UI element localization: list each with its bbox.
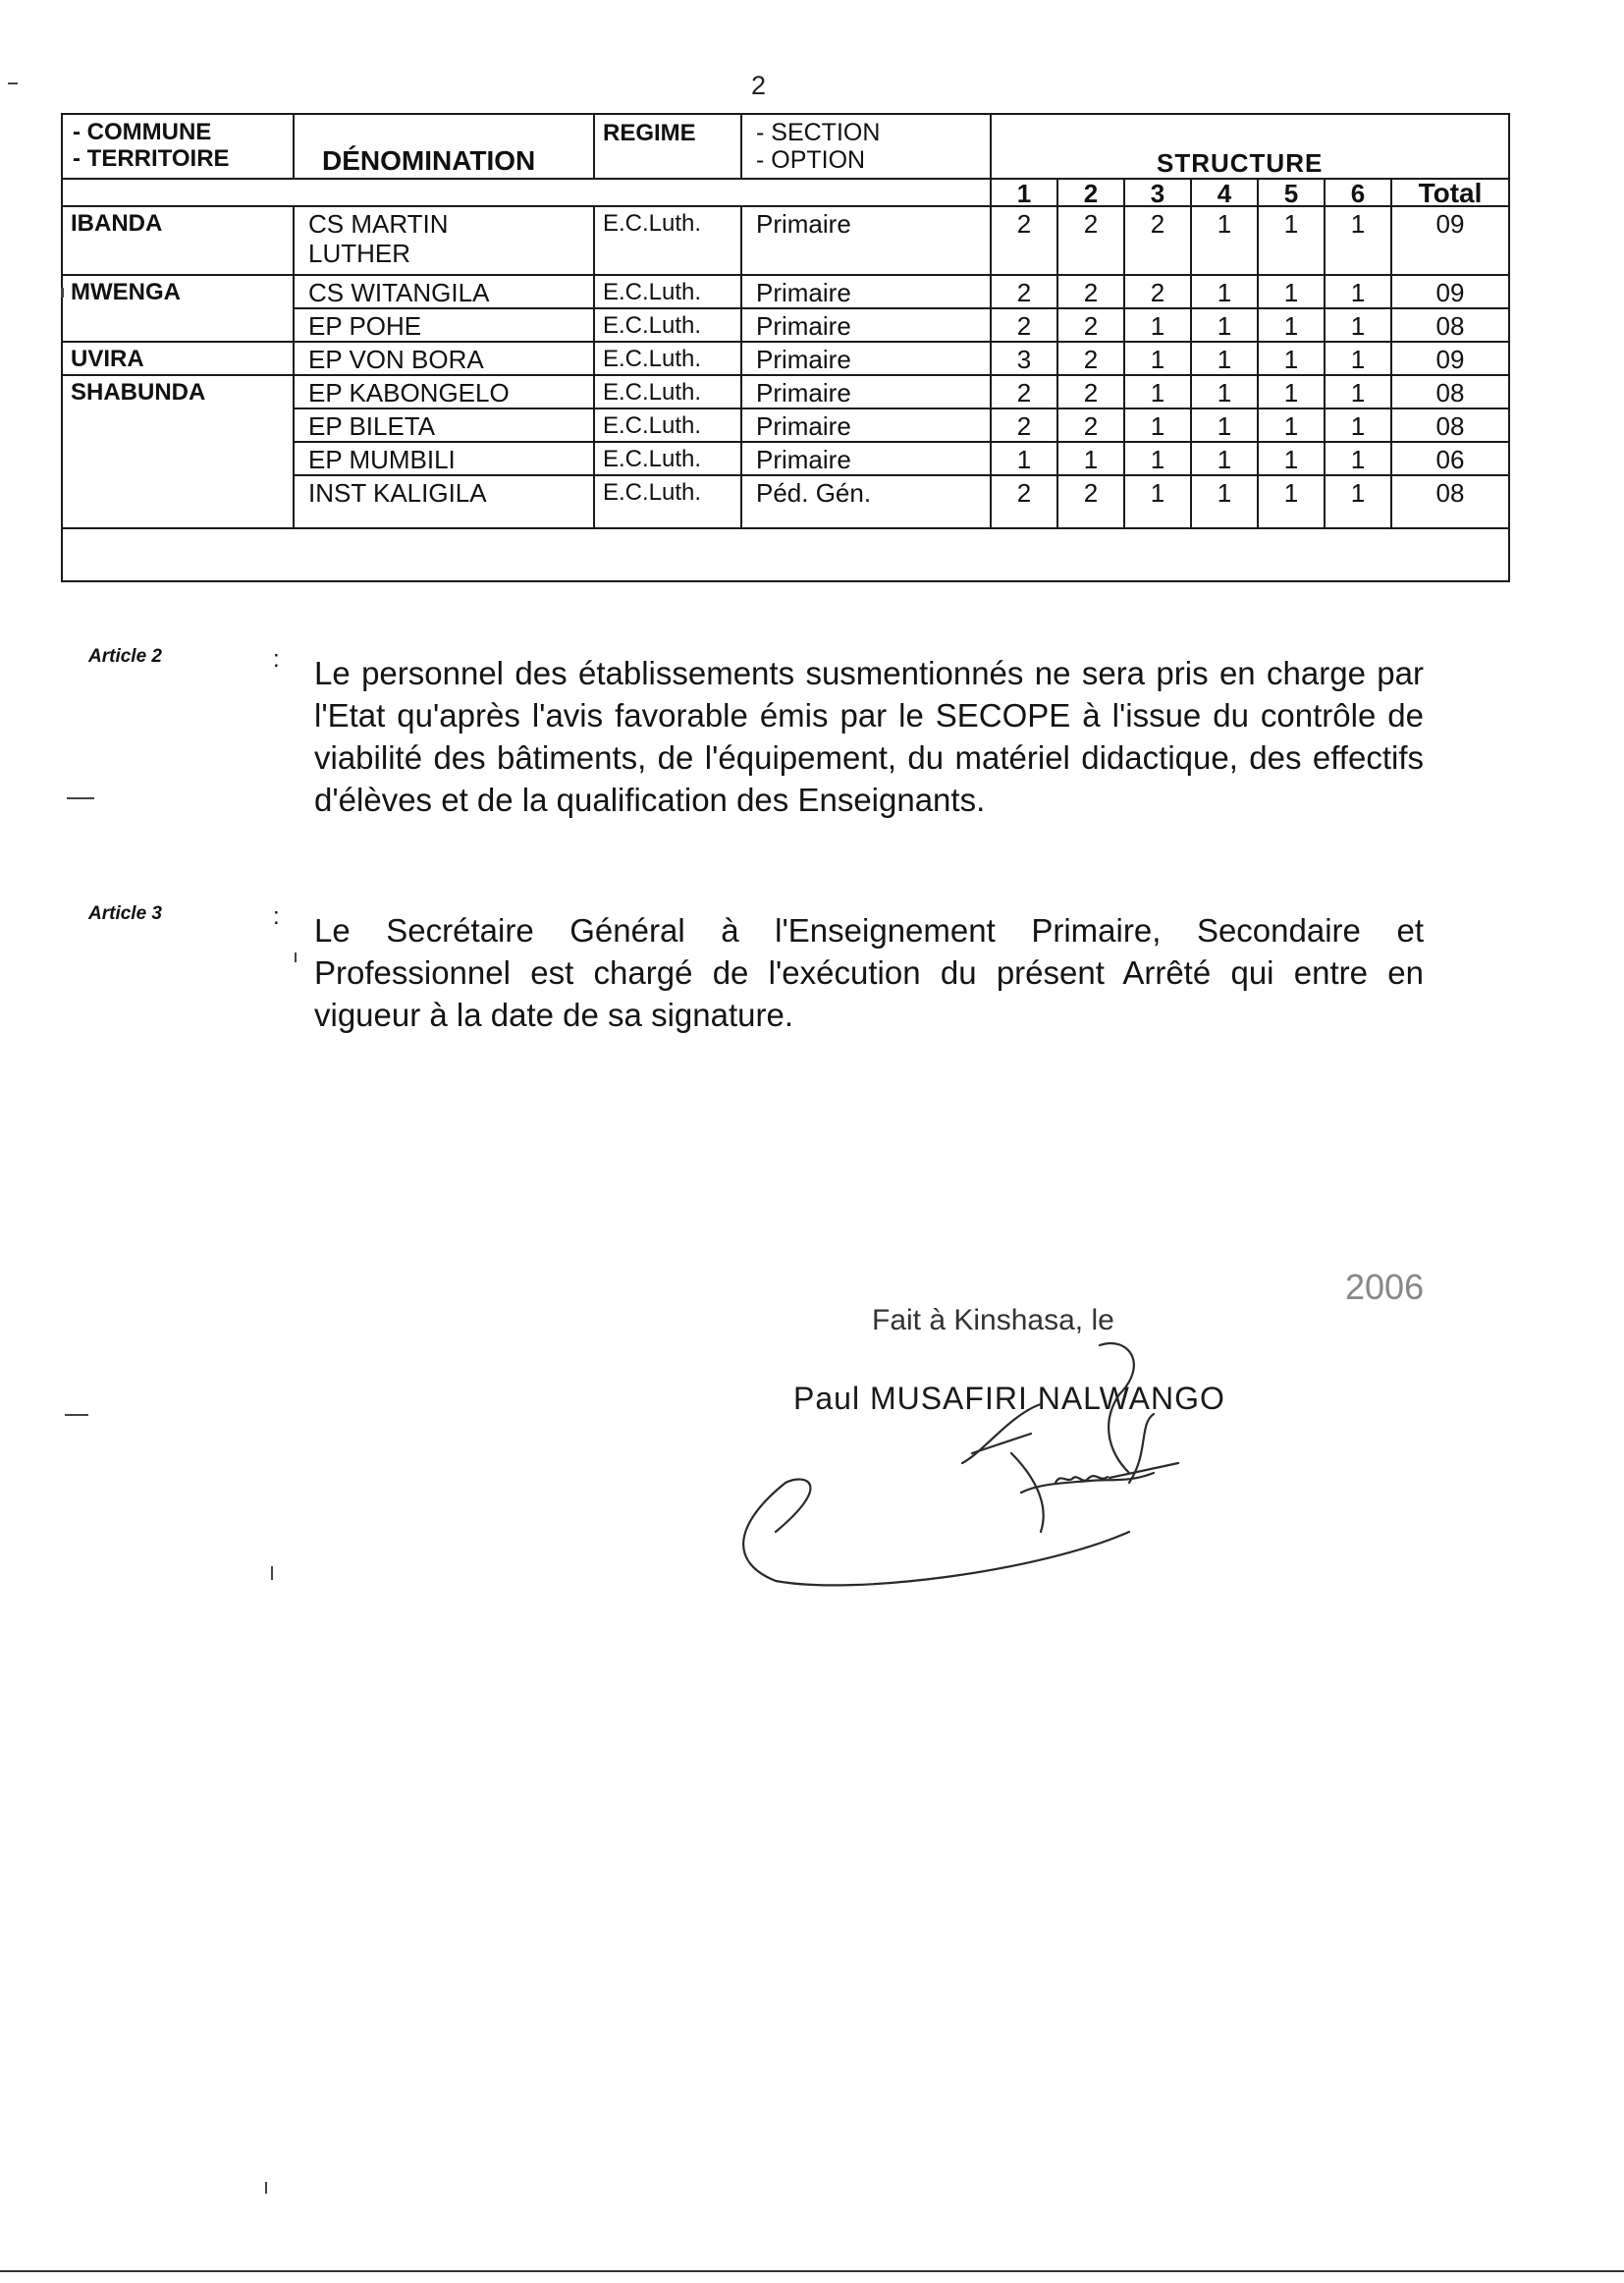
regime-cell: E.C.Luth. [595, 309, 742, 343]
structure-count-cell: 1 [1125, 376, 1192, 409]
structure-count-cell: 1 [1192, 276, 1259, 309]
regime-cell: E.C.Luth. [595, 376, 742, 409]
article-2-colon: : [273, 646, 280, 673]
place-date-line: Fait à Kinshasa, le [872, 1304, 1114, 1336]
page-number: 2 [751, 71, 767, 100]
section-cell: Primaire [742, 276, 992, 309]
structure-count-cell: 2 [1058, 409, 1125, 443]
structure-count-cell: 2 [1125, 207, 1192, 276]
date-stamp: 2006 [1345, 1267, 1425, 1307]
header-denomination [295, 115, 595, 180]
structure-count-cell: 1 [1326, 443, 1392, 476]
structure-count-cell: 1 [1326, 207, 1392, 276]
school-structure-table [61, 113, 1510, 582]
structure-count-cell: 2 [1058, 276, 1125, 309]
header-section-option [742, 115, 992, 180]
section-cell: Primaire [742, 207, 992, 276]
scan-artifact [65, 1414, 88, 1416]
article-2-text: Le personnel des établissements susmentionnés ne sera pris en charge par l'Etat qu'après l'avis favorable émis par le SECOPE à l'issue du contrôle de viabilité des bâtiments, de l'équipement, du matériel didactique, des effectifs d'élèves et de la qualification des Enseignants. [314, 655, 1424, 818]
scan-artifact [265, 2182, 267, 2194]
structure-count-cell: 1 [1326, 376, 1392, 409]
header-level-5: 5 [1259, 180, 1326, 207]
structure-count-cell: 1 [1192, 476, 1259, 529]
total-cell: 08 [1392, 309, 1508, 343]
structure-count-cell: 1 [1259, 476, 1326, 529]
section-cell: Péd. Gén. [742, 476, 992, 529]
structure-count-cell: 2 [992, 376, 1058, 409]
header-level-3: 3 [1125, 180, 1192, 207]
school-name-cell: INST KALIGILA [295, 476, 595, 529]
structure-count-cell: 1 [1125, 409, 1192, 443]
scan-artifact [8, 82, 18, 84]
school-name-cell: EP BILETA [295, 409, 595, 443]
structure-count-cell: 1 [1326, 409, 1392, 443]
structure-count-cell: 2 [992, 476, 1058, 529]
total-cell: 06 [1392, 443, 1508, 476]
school-name-cell: EP VON BORA [295, 343, 595, 376]
structure-count-cell: 1 [1192, 343, 1259, 376]
header-section: - SECTION [756, 119, 881, 146]
header-structure-label: STRUCTURE [1157, 148, 1324, 178]
header-commune-territoire [63, 115, 295, 180]
scan-artifact [295, 952, 297, 962]
structure-count-cell: 1 [1326, 343, 1392, 376]
total-cell: 09 [1392, 207, 1508, 276]
structure-count-cell: 1 [1259, 376, 1326, 409]
regime-cell: E.C.Luth. [595, 409, 742, 443]
header-commune: - COMMUNE [73, 119, 212, 145]
regime-cell: E.C.Luth. [595, 443, 742, 476]
structure-count-cell: 1 [1259, 343, 1326, 376]
scan-artifact [271, 1566, 273, 1580]
structure-count-cell: 2 [992, 409, 1058, 443]
page-bottom-rule [0, 2270, 1624, 2272]
structure-count-cell: 1 [1326, 276, 1392, 309]
section-cell: Primaire [742, 309, 992, 343]
total-cell: 08 [1392, 476, 1508, 529]
header-total: Total [1392, 180, 1508, 207]
regime-cell: E.C.Luth. [595, 276, 742, 309]
total-cell: 08 [1392, 376, 1508, 409]
header-level-1: 1 [992, 180, 1058, 207]
structure-count-cell: 2 [1058, 476, 1125, 529]
structure-count-cell: 1 [1125, 309, 1192, 343]
structure-count-cell: 1 [992, 443, 1058, 476]
header-level-6: 6 [1326, 180, 1392, 207]
article-3-colon: : [273, 903, 280, 930]
header-regime [595, 115, 742, 180]
header-regime-label: REGIME [603, 120, 696, 146]
school-name-cell: EP KABONGELO [295, 376, 595, 409]
regime-cell: E.C.Luth. [595, 476, 742, 529]
structure-count-cell: 1 [1058, 443, 1125, 476]
structure-count-cell: 2 [992, 276, 1058, 309]
structure-count-cell: 1 [1125, 343, 1192, 376]
scan-artifact [61, 288, 64, 298]
header-blank-span [63, 180, 992, 207]
commune-cell: MWENGA [63, 276, 295, 343]
school-name-cell: EP MUMBILI [295, 443, 595, 476]
header-territoire: - TERRITOIRE [73, 145, 230, 172]
header-level-4: 4 [1192, 180, 1259, 207]
structure-count-cell: 2 [1058, 309, 1125, 343]
structure-count-cell: 1 [1192, 376, 1259, 409]
regime-cell: E.C.Luth. [595, 343, 742, 376]
section-cell: Primaire [742, 409, 992, 443]
structure-count-cell: 1 [1192, 207, 1259, 276]
article-3-text: Le Secrétaire Général à l'Enseignement Primaire, Secondaire et Professionnel est chargé de l'exécution du présent Arrêté qui entre en vigueur à la date de sa signature. [314, 912, 1424, 1033]
regime-cell: E.C.Luth. [595, 207, 742, 276]
total-cell: 08 [1392, 409, 1508, 443]
structure-count-cell: 1 [1259, 309, 1326, 343]
structure-count-cell: 1 [1192, 409, 1259, 443]
structure-count-cell: 2 [992, 207, 1058, 276]
header-structure [992, 115, 1508, 180]
structure-count-cell: 1 [1125, 443, 1192, 476]
total-cell: 09 [1392, 276, 1508, 309]
article-2-label: Article 2 [88, 646, 162, 667]
structure-count-cell: 1 [1125, 476, 1192, 529]
structure-count-cell: 1 [1326, 476, 1392, 529]
structure-count-cell: 2 [1058, 343, 1125, 376]
header-level-2: 2 [1058, 180, 1125, 207]
structure-count-cell: 1 [1192, 309, 1259, 343]
commune-cell: UVIRA [63, 343, 295, 376]
signer-name: Paul MUSAFIRI NALWANGO [793, 1381, 1225, 1416]
article-3-label: Article 3 [88, 903, 162, 924]
school-name-cell: CS WITANGILA [295, 276, 595, 309]
structure-count-cell: 2 [992, 309, 1058, 343]
commune-cell: SHABUNDA [63, 376, 295, 529]
header-option: - OPTION [756, 146, 866, 174]
section-cell: Primaire [742, 343, 992, 376]
school-name-cell: CS MARTIN LUTHER [295, 207, 595, 276]
structure-count-cell: 2 [1125, 276, 1192, 309]
structure-count-cell: 1 [1259, 443, 1326, 476]
structure-count-cell: 1 [1192, 443, 1259, 476]
header-denomination-label: DÉNOMINATION [322, 145, 536, 176]
table-empty-row [63, 555, 1508, 580]
section-cell: Primaire [742, 376, 992, 409]
handwritten-signature-icon [717, 1335, 1365, 1591]
structure-count-cell: 2 [1058, 376, 1125, 409]
structure-count-cell: 2 [1058, 207, 1125, 276]
school-name-cell: EP POHE [295, 309, 595, 343]
structure-count-cell: 1 [1259, 276, 1326, 309]
commune-cell: IBANDA [63, 207, 295, 276]
structure-count-cell: 1 [1259, 409, 1326, 443]
section-cell: Primaire [742, 443, 992, 476]
structure-count-cell: 3 [992, 343, 1058, 376]
structure-count-cell: 1 [1259, 207, 1326, 276]
scan-artifact [67, 797, 94, 799]
total-cell: 09 [1392, 343, 1508, 376]
structure-count-cell: 1 [1326, 309, 1392, 343]
